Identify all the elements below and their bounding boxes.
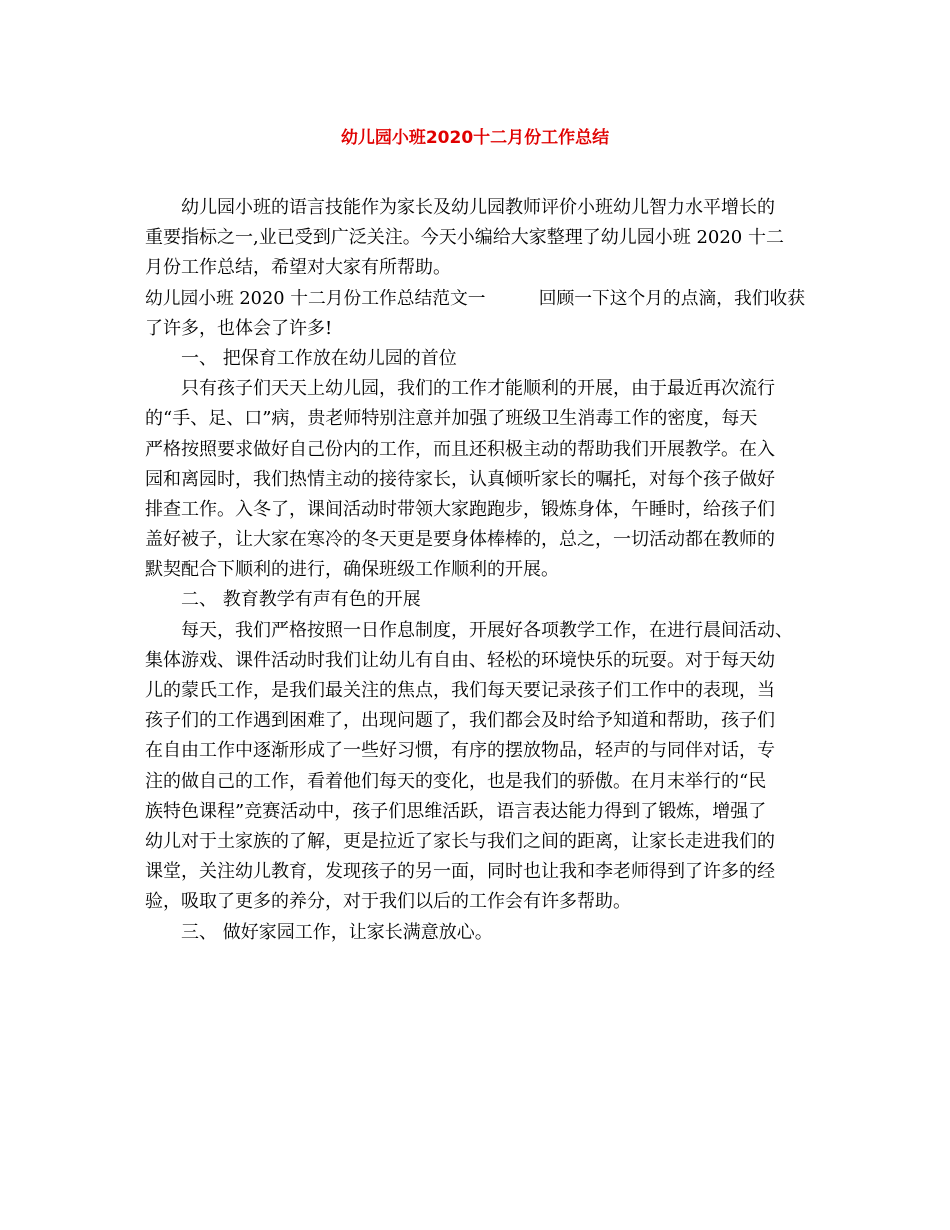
text-line: 幼儿园小班 2020 十二月份工作总结范文一 回顾一下这个月的点滴，我们收获	[145, 288, 805, 309]
text-line: 只有孩子们天天上幼儿园，我们的工作才能顺利的开展，由于最近再次流行	[181, 378, 775, 400]
text-line: 默契配合下顺利的进行，确保班级工作顺利的开展。	[145, 559, 559, 581]
text-line: 盖好被子，让大家在寒冷的冬天更是要身体棒棒的，总之，一切活动都在教师的	[145, 529, 775, 551]
text-line: 重要指标之一,业已受到广泛关注。今天小编给大家整理了幼儿园小班 2020 十二	[145, 227, 784, 249]
text-line: 在自由工作中逐渐形成了一些好习惯，有序的摆放物品，轻声的与同伴对话，专	[145, 740, 775, 762]
text-line: 排查工作。入冬了，课间活动时带领大家跑跑步，锻炼身体，午睡时，给孩子们	[145, 498, 775, 520]
text-line: 一、 把保育工作放在幼儿园的首位	[181, 347, 457, 369]
text-line: 严格按照要求做好自己份内的工作，而且还积极主动的帮助我们开展教学。在入	[145, 438, 775, 460]
text-line: 儿的蒙氏工作，是我们最关注的焦点，我们每天要记录孩子们工作中的表现，当	[145, 680, 775, 701]
text-line: 了许多，也体会了许多!	[145, 317, 333, 339]
text-line: 幼儿对于土家族的了解，更是拉近了家长与我们之间的距离，让家长走进我们的	[145, 830, 775, 852]
text-line: 每天，我们严格按照一日作息制度，开展好各项教学工作，在进行晨间活动、	[181, 619, 793, 641]
text-line: 验，吸取了更多的养分，对于我们以后的工作会有许多帮助。	[145, 891, 631, 913]
text-line: 的“手、足、口”病，贵老师特别注意并加强了班级卫生消毒工作的密度，每天	[145, 408, 758, 430]
text-line: 孩子们的工作遇到困难了，出现问题了，我们都会及时给予知道和帮助，孩子们	[145, 710, 775, 732]
text-line: 族特色课程”竞赛活动中，孩子们思维活跃，语言表达能力得到了锻炼，增强了	[145, 800, 767, 822]
text-line: 集体游戏、课件活动时我们让幼儿有自由、轻松的环境快乐的玩耍。对于每天幼	[145, 649, 775, 671]
text-line: 幼儿园小班的语言技能作为家长及幼儿园教师评价小班幼儿智力水平增长的	[181, 197, 775, 218]
text-line: 二、 教育教学有声有色的开展	[181, 589, 421, 611]
text-line: 月份工作总结，希望对大家有所帮助。	[145, 257, 451, 279]
document-title: 幼儿园小班2020十二月份工作总结	[340, 128, 610, 148]
text-line: 园和离园时，我们热情主动的接待家长，认真倾听家长的嘱托，对每个孩子做好	[145, 468, 775, 490]
text-line: 注的做自己的工作，看着他们每天的变化，也是我们的骄傲。在月末举行的“民	[145, 770, 767, 792]
text-line: 课堂，关注幼儿教育，发现孩子的另一面，同时也让我和李老师得到了许多的经	[145, 861, 775, 883]
text-line: 三、 做好家园工作，让家长满意放心。	[181, 921, 493, 943]
document-body	[145, 193, 810, 948]
